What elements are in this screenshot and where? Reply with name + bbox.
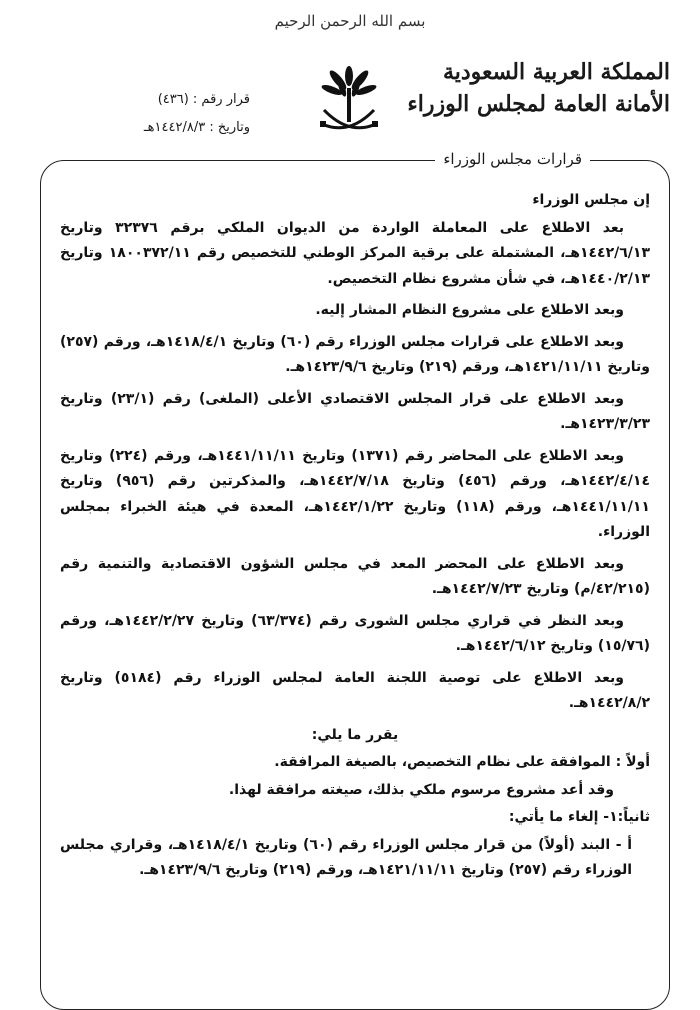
paragraph: وبعد الاطلاع على مشروع النظام المشار إليه. <box>315 302 624 318</box>
decision-body <box>60 188 650 886</box>
kingdom-name: المملكة العربية السعودية <box>442 59 670 85</box>
paragraph: وبعد الاطلاع على قرارات مجلس الوزراء رقم (٦٠) وتاريخ ١٤١٨/٤/١هـ، ورقم (٢٥٧) وتاريخ ١٤٢١/١١/١١هـ، ورقم (٢١٩) وتاريخ ١٤٢٣/٩/٦هـ. <box>60 333 650 375</box>
basmala-heading: بسم الله الرحمن الرحيم <box>274 12 426 30</box>
decision-number: قرار رقم : (٤٣٦) <box>157 92 250 107</box>
paragraph: وبعد الاطلاع على توصية اللجنة العامة لمجلس الوزراء رقم (٥١٨٤) وتاريخ ١٤٤٢/٨/٢هـ. <box>60 669 650 711</box>
cabinet-decisions-label: قرارات مجلس الوزراء <box>435 150 590 168</box>
paragraph: وبعد الاطلاع على المحضر المعد في مجلس الشؤون الاقتصادية والتنمية رقم (٤٢/٢١٥/م) وتاريخ ١٤٤٢/٧/٢٣هـ. <box>60 555 650 597</box>
secretariat-name: الأمانة العامة لمجلس الوزراء <box>407 91 670 117</box>
paragraph: وبعد الاطلاع على قرار المجلس الاقتصادي الأعلى (الملغى) رقم (٢٣/١) وتاريخ ١٤٢٣/٣/٢٣هـ. <box>60 390 650 432</box>
opening-line: إن مجلس الوزراء <box>532 192 650 208</box>
first-item: أولاً : الموافقة على نظام التخصيص، بالصيغة المرافقة. <box>274 754 650 770</box>
decision-date: وتاريخ : ١٤٤٢/٨/٣هـ <box>143 120 250 135</box>
resolves-heading: يقرر ما يلي: <box>311 726 399 743</box>
palm-swords-emblem-icon <box>316 62 382 142</box>
first-item-note: وقد أعد مشروع مرسوم ملكي بذلك، صيغته مرافقة لهذا. <box>228 781 614 798</box>
paragraph: وبعد النظر في قراري مجلس الشورى رقم (٦٣/٣٧٤) وتاريخ ١٤٤٢/٢/٢٧هـ، ورقم (١٥/٧٦) وتاريخ ١٤٤٢/٦/١٢هـ. <box>60 612 650 654</box>
paragraph: بعد الاطلاع على المعاملة الواردة من الديوان الملكي برقم ٣٢٣٧٦ وتاريخ ١٤٤٢/٦/١٣هـ، المشتملة على برقية المركز الوطني للتخصيص رقم ١٨٠٠٣٧٢/١١ وتاريخ ١٤٤٠/٢/١٣هـ، في شأن مشروع نظام التخصيص. <box>60 219 650 287</box>
paragraph: وبعد الاطلاع على المحاضر رقم (١٣٧١) وتاريخ ١٤٤١/١١/١١هـ، ورقم (٢٢٤) وتاريخ ١٤٤٢/٤/١٤هـ، ورقم (٤٥٦) وتاريخ ١٤٤٢/٧/١٨هـ، والمذكرتين رقم (٩٥٦) وتاريخ ١٤٤١/١١/١١هـ، ورقم (١١٨) وتاريخ ١٤٤٢/١/٢٢هـ، المعدة في هيئة الخبراء بمجلس الوزراء. <box>60 447 650 540</box>
decision-meta <box>60 86 250 142</box>
second-item-a: أ - البند (أولاً) من قرار مجلس الوزراء رقم (٦٠) وتاريخ ١٤١٨/٤/١هـ، وقراري مجلس الوزراء رقم (٢٥٧) وتاريخ ١٤٢١/١١/١١هـ، ورقم (٢١٩) وتاريخ ١٤٢٣/٩/٦هـ. <box>60 836 633 878</box>
issuer-block <box>407 56 670 120</box>
second-item: ثانياً:١- إلغاء ما يأتي: <box>508 809 650 825</box>
